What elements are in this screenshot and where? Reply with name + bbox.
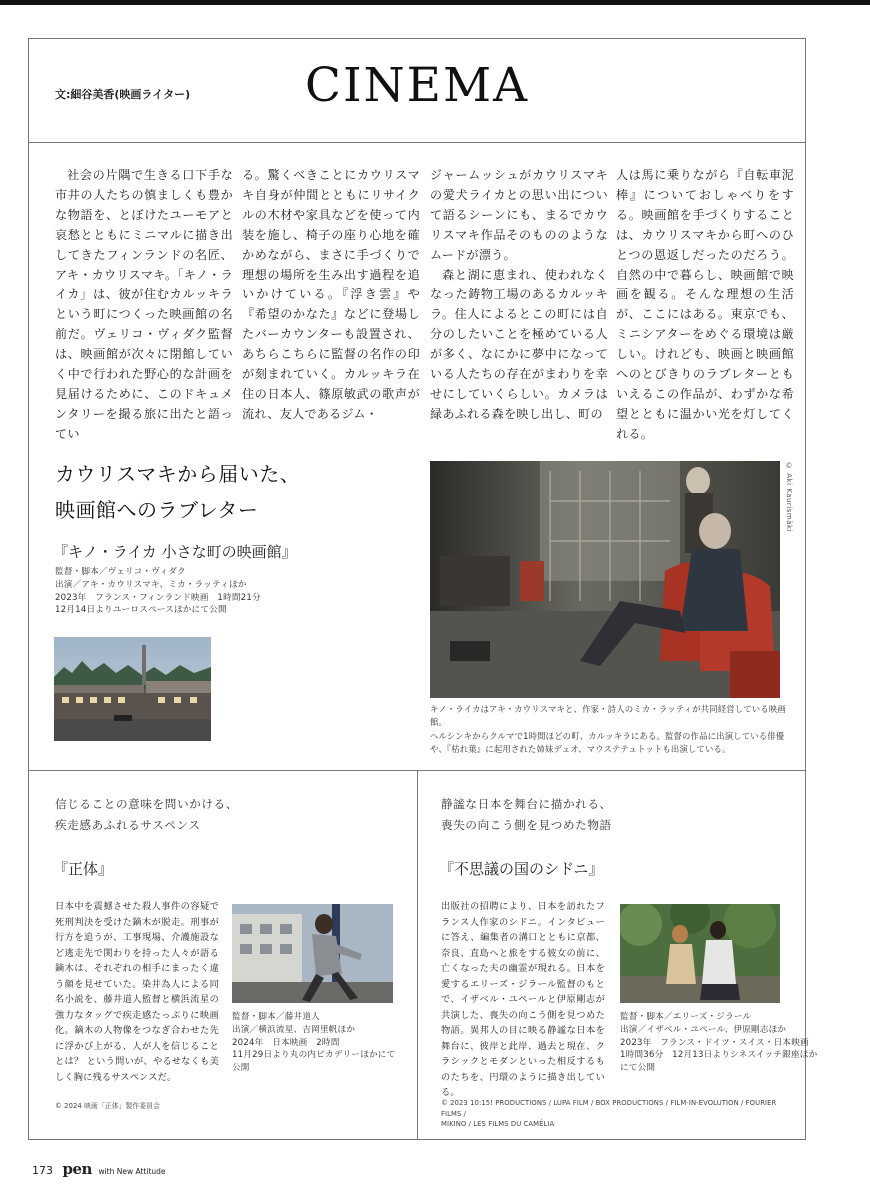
cinema-interior-photo <box>430 461 780 698</box>
copyright-line: MIKINO / LES FILMS DU CAMÉLIA <box>441 1120 555 1128</box>
review-right-body: 出版社の招聘により、日本を訪れたフランス人作家のシドニ。インタビューに答え、編集者の溝口とともに京都、奈良、直島へと旅をする彼女の前に、亡くなった夫の幽霊が現れる。日本を愛するエリーズ・ジラール監督のもとで、イザベル・ユペールと伊原剛志が共演した、喪失の向こう側を見つめた物語。異邦人の目に映る静謐な日本を舞台に、彼岸と此岸、過去と現在、クラシックとモダンといった相反するものたちを、円環のように描き出している。 <box>441 901 605 1098</box>
review-right-credits <box>620 1011 817 1075</box>
headline-line: 映画館へのラブレター <box>55 498 259 522</box>
article-paragraph: 社会の片隅で生きる口下手な市井の人たちの慎ましくも豊かな物語を、とぼけたユーモアと哀愁とともにミニマルに描き出してきたフィンランドの名匠、アキ・カウリスマキ。「キノ・ライカ」は、彼が住むカルッキラという町につくった映画館の名前だ。ヴェリコ・ヴィダク監督は、映画館が次々に閉館していく中で行われた野心的な計画を見届けるために、このドキュメンタリーを撮る旅に出たと語ってい <box>55 168 233 441</box>
feature-film-title: 『キノ・ライカ 小さな町の映画館』 <box>53 543 297 561</box>
credit-line: 2023年 フランス・フィンランド映画 1時間21分 <box>55 592 261 603</box>
credit-line: 出演／アキ・カウリスマキ、ミカ・ラッティほか <box>55 579 247 590</box>
credit-line: 公開 <box>232 1063 250 1074</box>
reviews-column-divider <box>417 770 418 1140</box>
page-number: 173 <box>32 1164 53 1177</box>
photo-copyright: © Aki Kaurismäki <box>785 462 793 533</box>
section-title: CINEMA <box>304 58 530 113</box>
cinema-building-photo <box>54 637 211 741</box>
headline-line: カウリスマキから届いた、 <box>55 462 301 486</box>
credit-line: 2023年 フランス・ドイツ・スイス・日本映画 <box>620 1037 809 1048</box>
article-paragraph: 森と湖に恵まれ、使われなくなった鋳物工場のあるカルッキラ。住人によるとこの町には自分のしたいことを極めている人が多く、なにかに夢中になっている人たちの存在がまわりを幸せにしていくらしい。カメラは緑あふれる森を映し出し、町の <box>430 267 608 421</box>
credit-line: 12月14日よりユーロスペースほかにて公開 <box>55 605 227 616</box>
shotai-still-photo <box>232 904 393 1003</box>
review-left-credits <box>232 1011 395 1075</box>
top-rule <box>0 0 870 5</box>
lede-line: 静謐な日本を舞台に描かれる、 <box>441 797 612 811</box>
review-left-lede <box>55 794 238 836</box>
article-column-1 <box>55 166 233 445</box>
credit-line: 2024年 日本映画 2時間 <box>232 1037 340 1048</box>
lede-line: 喪失の向こう側を見つめた物語 <box>441 818 612 832</box>
copyright-line: © 2023 10:15! PRODUCTIONS / LUPA FILM / BOX PRODUCTIONS / FILM-IN-EVOLUTION / FOURIER FILMS / <box>441 1099 777 1118</box>
credit-line: 監督・脚本／藤井道人 <box>232 1012 320 1022</box>
credit-line: 監督・脚本／エリーズ・ジラール <box>620 1012 752 1022</box>
lede-line: 疾走感あふれるサスペンス <box>55 818 201 832</box>
article-paragraph: る。驚くべきことにカウリスマキ自身が仲間とともにリサイクルの木材や家具などを使って内装を施し、椅子の座り心地を確かめながら、まさに手づくりで理想の場所を生み出す過程を追いかけている。『浮き雲』や『希望のかなた』などに登場したバーカウンターも設置され、あちらこちらに監督の名作の印が刻まれていく。カルッキラ在住の日本人、篠原敏武の歌声が流れ、友人であるジム・ <box>242 168 420 421</box>
review-left-copyright: © 2024 映画「正体」製作委員会 <box>55 1102 160 1110</box>
article-column-3 <box>430 166 608 425</box>
credit-line: にて公開 <box>620 1063 656 1074</box>
feature-credits <box>55 566 261 617</box>
photo-caption <box>430 703 792 757</box>
review-right-lede <box>441 794 612 836</box>
sidonie-still-photo <box>620 904 780 1003</box>
review-left-film-title: 『正体』 <box>53 860 114 878</box>
credit-line: 出演／イザベル・ユペール、伊原剛志ほか <box>620 1024 787 1035</box>
article-column-2 <box>242 166 420 425</box>
review-right-film-title: 『不思議の国のシドニ』 <box>439 860 604 878</box>
caption-line: ヘルシンキからクルマで1時間ほどの町、カルッキラにある。監督の作品に出演している俳優 <box>430 730 785 741</box>
credit-line: 監督・脚本／ヴェリコ・ヴィダク <box>55 567 186 577</box>
caption-line: や、『枯れ葉』に起用された姉妹デュオ、マウステテュトットも出演している。 <box>430 744 731 755</box>
feature-headline <box>55 456 300 528</box>
credit-line: 出演／横浜流星、吉岡里帆ほか <box>232 1024 356 1035</box>
review-right-copyright <box>441 1098 791 1130</box>
article-paragraph: ジャームッシュがカウリスマキの愛犬ライカとの思い出について語るシーンにも、まるでカウリスマキ作品そのもののようなムードが漂う。 <box>430 168 608 262</box>
page-footer <box>32 1160 166 1178</box>
article-paragraph: 人は馬に乗りながら『自転車泥棒』についておしゃべりをする。映画館を手づくりすることは、カウリスマキから町へのひとつの恩返しだったのだろう。自然の中で暮らし、映画館で映画を観る。そんな理想の生活が、ここにはある。東京でも、ミニシアターをめぐる環境は厳しい。けれども、映画と映画館へのとびきりのラブレターともいえるこの作品が、わずかな希望とともに温かい光を灯してくれる。 <box>616 168 794 441</box>
credit-line: 1時間36分 12月13日よりシネスイッチ銀座ほか <box>620 1050 818 1061</box>
credit-line: 11月29日より丸の内ピカデリーほかにて <box>232 1050 396 1061</box>
magazine-tagline: with New Attitude <box>98 1167 166 1176</box>
caption-line: キノ・ライカはアキ・カウリスマキと、作家・詩人のミカ・ラッティが共同経営している映画館。 <box>430 704 786 728</box>
header-divider <box>28 142 806 143</box>
byline: 文:細谷美香(映画ライター) <box>55 88 191 101</box>
article-column-4 <box>616 166 794 445</box>
lede-line: 信じることの意味を問いかける、 <box>55 797 238 811</box>
review-left-body: 日本中を震撼させた殺人事件の容疑で死刑判決を受けた鏑木が脱走。刑事が行方を追うが、工事現場、介護施設など逃走先で関わりを持った人々が語る鏑木は、それぞれの相手にまったく違う顔を見せていた。染井為人による同名小説を、藤井道人監督と横浜流星の強力なタッグで疾走感たっぷりに映画化。鏑木の人物像をつなぎ合わせた先に浮かび上がる、人が人を信じることとは？ という問いが、やるせなくも美しく胸に残るサスペンスだ。 <box>55 901 219 1083</box>
pen-logo: pen <box>62 1160 92 1178</box>
